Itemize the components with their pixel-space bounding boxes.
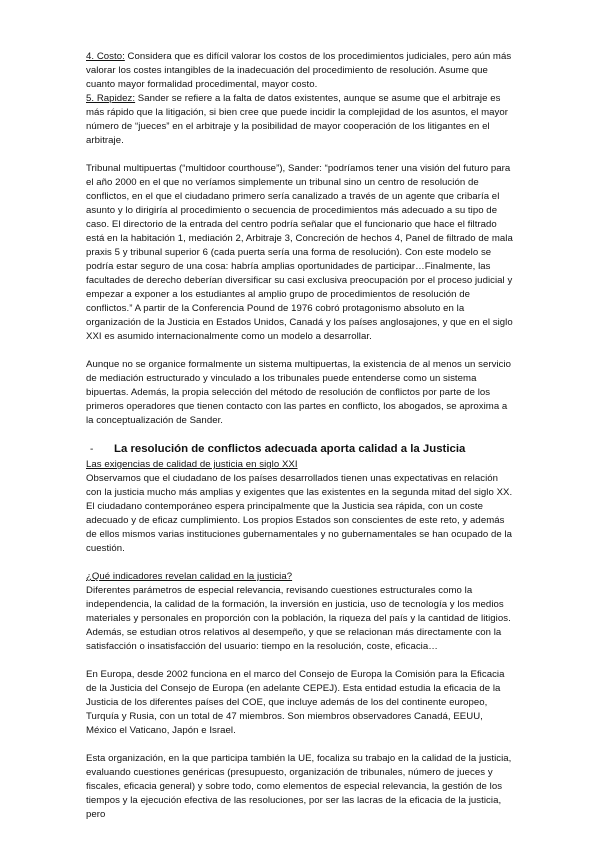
paragraph-tribunal-multipuertas: Tribunal multipuertas (“multidoor courthouse”), Sander: “podríamos tener una visión del futuro para el año 2000 en el que no veríamos simplemente un tribunal sino un centro de resolución de conflictos, en el que el ciudadano primero sería canalizado a través de un agente que cribaría el asunto y lo dirigiría al procedimiento o secuencia de procedimientos más adecuado a su tipo de caso. El directorio de la entrada del centro podría señalar que el funcionario que hace el filtrado está en la habitación 1, mediación 2, Arbitraje 3, Concreción de hechos 4, Panel de filtrado de mala praxis 5 y tribunal superior 6 (cada puerta sería una forma de resolución). Con este modelo se podría estar seguro de una cosa: habría amplias oportunidades de participar…Finalmente, las facultades de derecho deberían diversificar su casi exclusiva preocupación por el proceso judicial y empezar a exponer a los estudiantes al amplio grupo de procedimientos de resolución de conflictos.” A partir de la Conferencia Pound de 1976 cobró protagonismo absoluto en la organización de la Justicia en Estados Unidos, Canadá y los países anglosajones, y que en el siglo XXI es asumido internacionalmente como un modelo a desarrollar. (86, 163, 513, 342)
text-costo: Considera que es difícil valorar los costos de los procedimientos judiciales, pero aún más valorar los costes intangibles de la inadecuación del procedimiento de resolución. Asume que cuanto mayor formalidad procedimental, mayor costo. (86, 51, 512, 90)
subheading-indicadores: ¿Qué indicadores revelan calidad en la justicia? (86, 571, 293, 582)
paragraph-costo (86, 50, 514, 92)
paragraph-organizacion: Esta organización, en la que participa también la UE, focaliza su trabajo en la calidad de la justicia, evaluando cuestiones genéricas (presupuesto, organización de tribunales, número de jueces y fiscales, eficacia general) y sobre todo, como elementos de especial relevancia, la gestión de los tiempos y la ejecución efectiva de las resoluciones, por ser las lacras de la eficacia de la justicia, pero (86, 753, 512, 820)
section-heading (86, 442, 514, 457)
bullet-dash: - (90, 444, 94, 455)
paragraph-europa: En Europa, desde 2002 funciona en el marco del Consejo de Europa la Comisión para la Eficacia de la Justicia del Consejo de Europa (en adelante CEPEJ). Esta entidad estudia la eficacia de la Justicia de los diferentes países del COE, que incluye además de los del continente europeo, Turquía y Rusia, con un total de 47 miembros. Son miembros observadores Canadá, EEUU, México el Vaticano, Japón e Israel. (86, 669, 505, 736)
subheading-exigencias: Las exigencias de calidad de justicia en siglo XXI (86, 459, 298, 470)
paragraph-observamos: Observamos que el ciudadano de los países desarrollados tienen unas expectativas en relación con la justicia mucho más amplias y exigentes que las existentes en la segunda mitad del siglo XX. El ciudadano contemporáneo espera principalmente que la Justicia sea rápida, con un coste adecuado y de eficaz cumplimiento. Los propios Estados son conscientes de este reto, y además de ellos mismos varias instituciones gubernamentales y no gubernamentales se han ocupado de la cuestión. (86, 473, 513, 554)
paragraph-aunque: Aunque no se organice formalmente un sistema multipuertas, la existencia de al menos un servicio de mediación estructurado y vinculado a los tribunales puede entenderse como un sistema bipuertas. Además, la propia selección del método de resolución de conflictos por parte de los primeros operadores que tienen contacto con las partes en conflicto, los abogados, se aproxima a la conceptualización de Sander. (86, 359, 512, 426)
label-costo: 4. Costo: (86, 51, 125, 62)
text-rapidez: Sander se refiere a la falta de datos existentes, aunque se asume que el arbitraje es más rápido que la litigación, si bien cree que puede incidir la complejidad de los asuntos, el mayor número de “jueces” en el arbitraje y la posibilidad de mayor cooperación de los litigantes en el arbitraje. (86, 93, 509, 146)
label-rapidez: 5. Rapidez: (86, 93, 136, 104)
paragraph-diferentes: Diferentes parámetros de especial relevancia, revisando cuestiones estructurales como la independencia, la calidad de la formación, la inversión en justicia, uso de tecnología y los medios materiales y personales en proporción con la población, la riqueza del país y la cantidad de litigios. Además, se estudian otros relativos al desempeño, y que se relacionan más directamente con la satisfacción o insatisfacción del usuario: tiempo en la resolución, coste, eficacia… (86, 585, 511, 652)
heading-text: La resolución de conflictos adecuada aporta calidad a la Justicia (114, 443, 466, 455)
paragraph-rapidez (86, 92, 514, 148)
